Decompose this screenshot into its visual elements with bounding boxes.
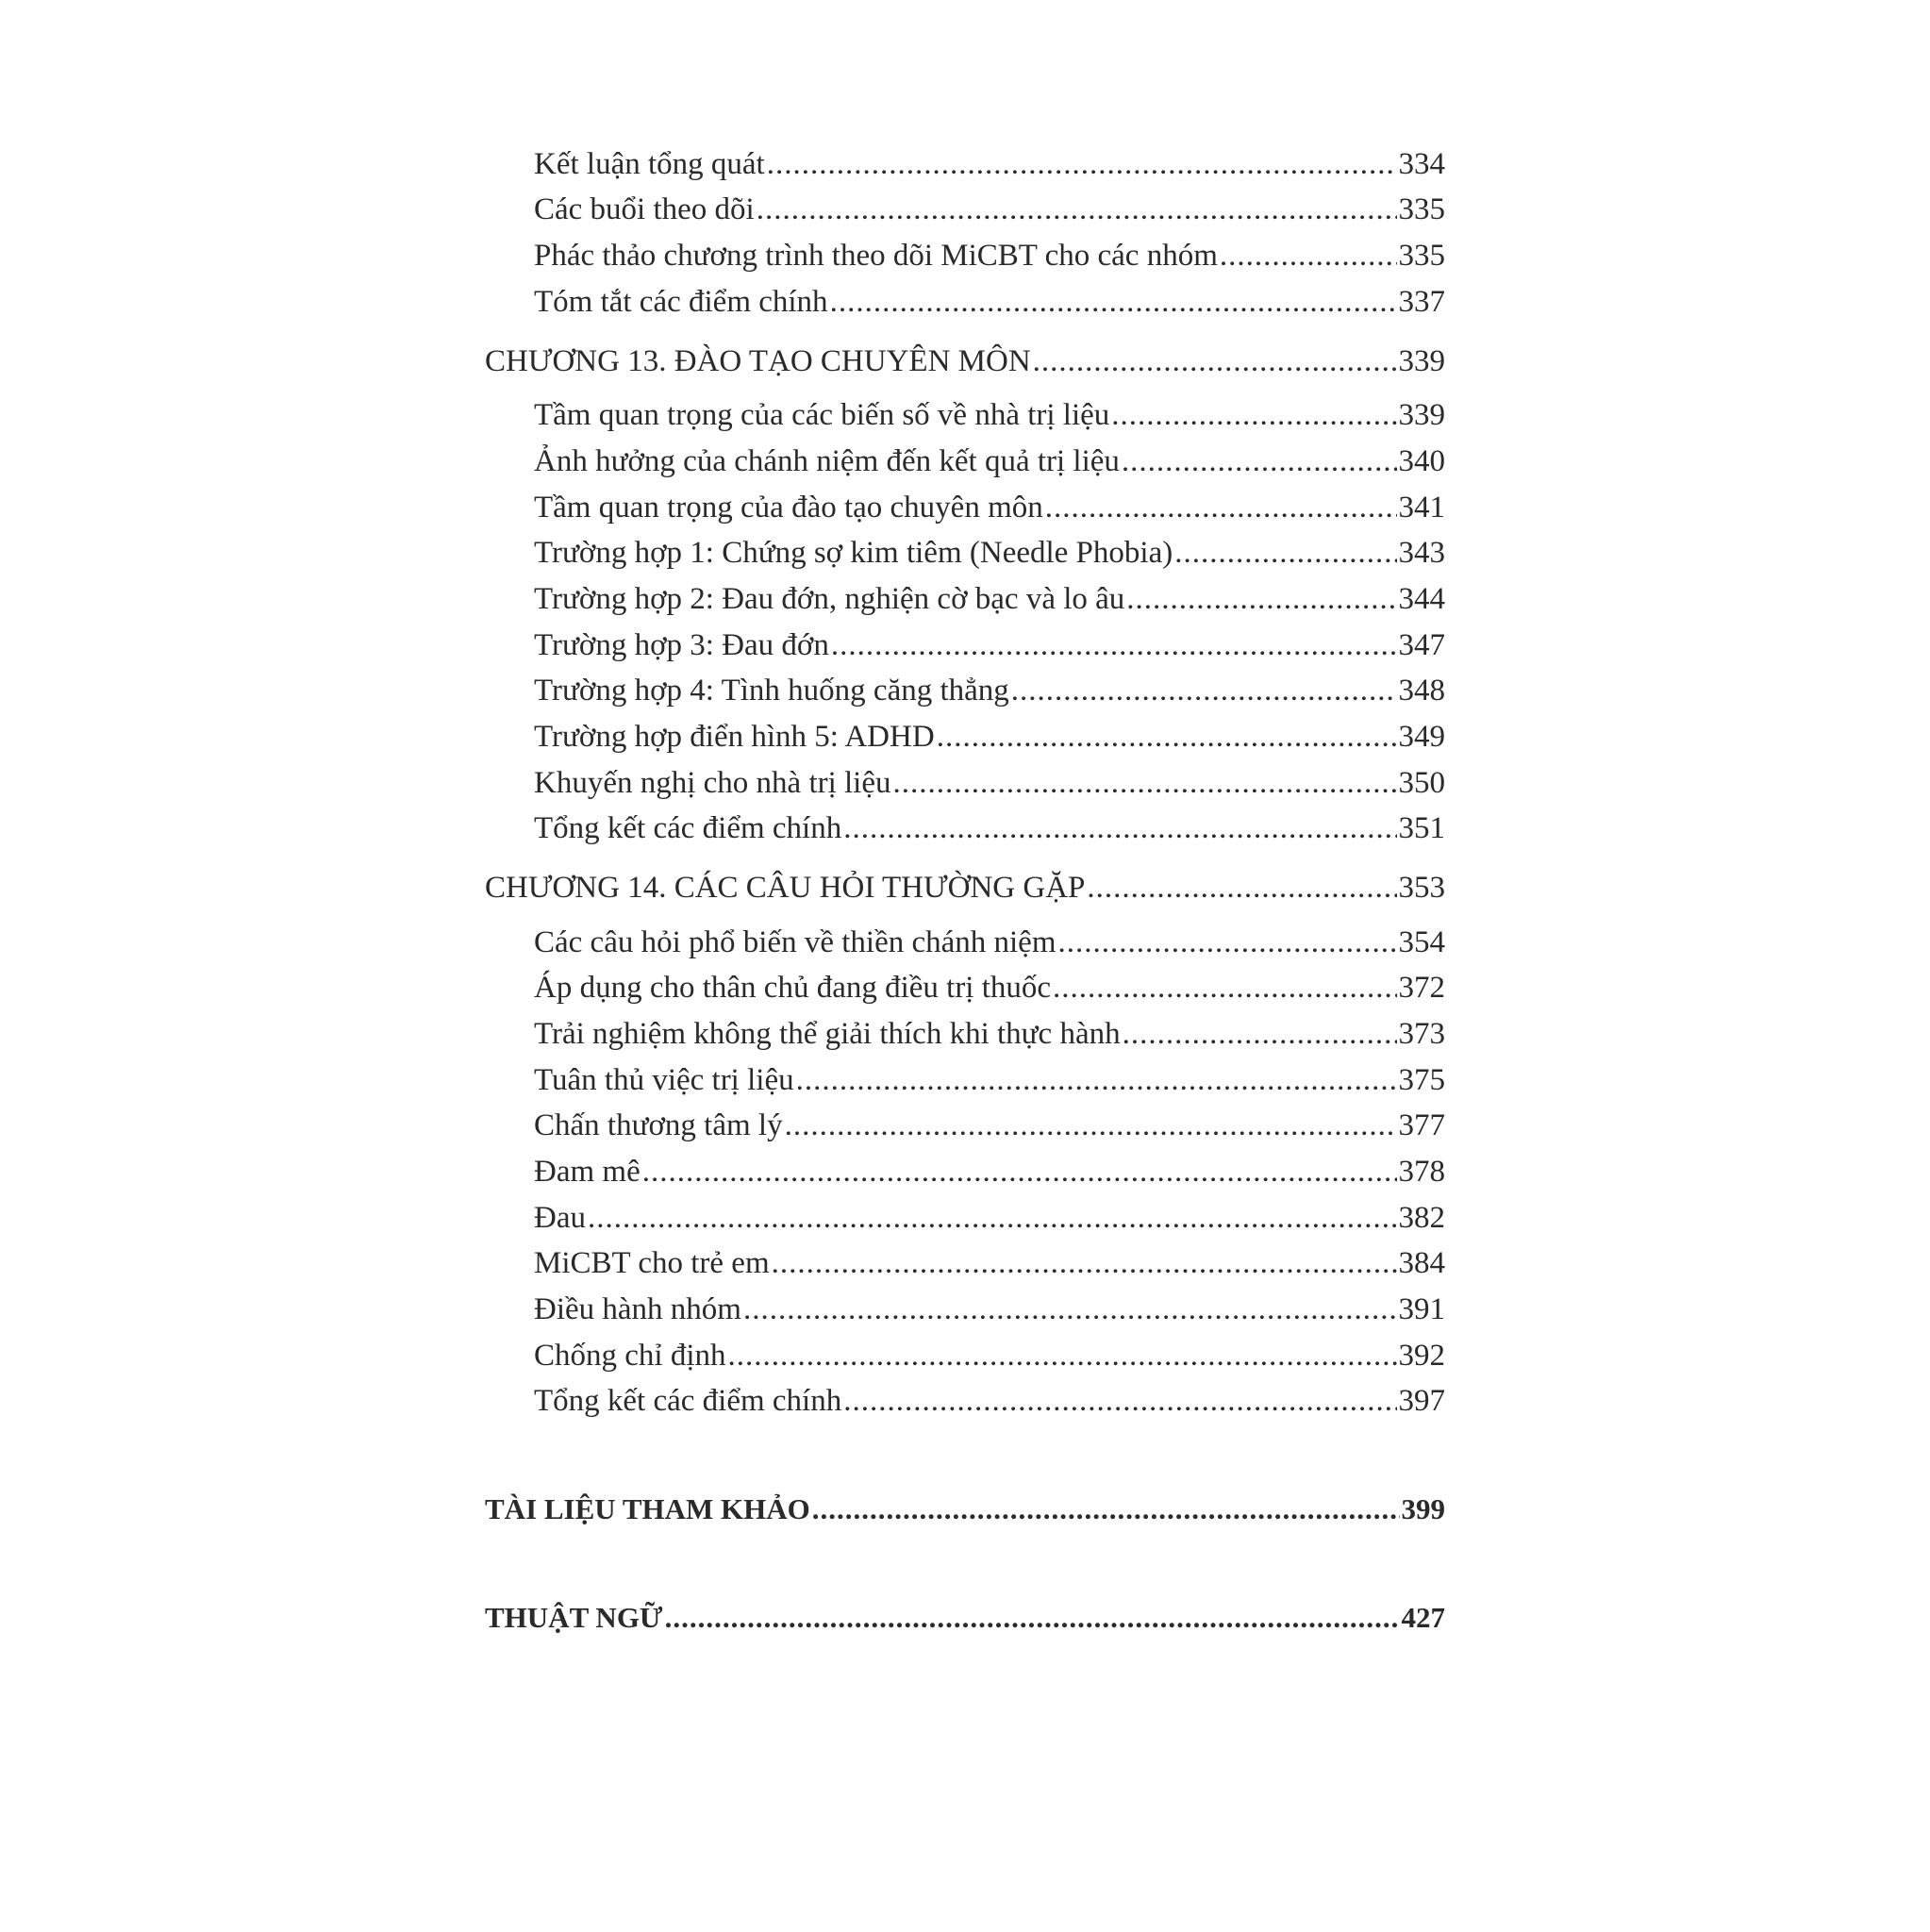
toc-section-entry [485,1597,1445,1639]
toc-entry [534,532,1445,574]
toc-chapter-entry [485,867,1445,908]
toc-entry-title: Áp dụng cho thân chủ đang điều trị thuốc [534,971,1052,1005]
toc-entry [534,1105,1445,1146]
toc-entry [534,189,1445,230]
toc-entry [534,281,1445,323]
toc-entry-page: 399 [1401,1492,1445,1525]
toc-entry [534,394,1445,436]
toc-entry-title: Tổng kết các điểm chính [534,811,842,845]
toc-entry-page: 339 [1398,344,1445,378]
toc-entry-page: 391 [1398,1292,1445,1326]
toc-entry-title: Tuân thủ việc trị liệu [534,1063,794,1097]
toc-entry-title: Ảnh hưởng của chánh niệm đến kết quả trị liệu [534,444,1120,478]
toc-entry [534,235,1445,276]
toc-entry-page: 377 [1398,1108,1445,1142]
toc-entry-page: 351 [1398,811,1445,845]
toc-entry-page: 337 [1398,285,1445,319]
dot-leader [1053,967,1396,1008]
toc-entry [534,716,1445,758]
toc-entry-page: 339 [1398,398,1445,432]
dot-leader [831,625,1397,666]
toc-entry-page: 344 [1398,582,1445,616]
toc-entry [534,143,1445,185]
toc-entry [534,1059,1445,1101]
dot-leader [1111,394,1396,436]
toc-entry [534,808,1445,849]
toc-entry-title: MiCBT cho trẻ em [534,1246,770,1280]
toc-entry-title: Chống chỉ định [534,1339,726,1373]
dot-leader [1087,867,1396,908]
toc-entry-title: Đam mê [534,1155,641,1189]
dot-leader [1220,235,1397,276]
toc-entry-page: 348 [1398,674,1445,708]
toc-entry-page: 341 [1398,491,1445,525]
toc-entry-title: Phác thảo chương trình theo dõi MiCBT cho các nhóm [534,239,1218,273]
toc-entry-page: 335 [1398,239,1445,273]
toc-section-entry [485,1489,1445,1530]
toc-entry [534,1289,1445,1330]
toc-entry-page: 397 [1398,1384,1445,1418]
toc-entry [534,1335,1445,1376]
dot-leader [665,1597,1400,1639]
dot-leader [767,143,1397,185]
toc-entry-page: 378 [1398,1155,1445,1189]
toc-entry-page: 343 [1398,536,1445,570]
toc-entry [534,1013,1445,1055]
toc-entry [534,441,1445,482]
toc-entry-page: 392 [1398,1339,1445,1373]
dot-leader [642,1151,1397,1192]
toc-entry-page: 373 [1398,1017,1445,1051]
toc-chapter-title: CHƯƠNG 13. ĐÀO TẠO CHUYÊN MÔN [485,344,1031,378]
dot-leader [1033,341,1397,382]
toc-entry-title: Tầm quan trọng của các biến số về nhà trị liệu [534,398,1110,432]
dot-leader [772,1242,1397,1284]
toc-section-title: THUẬT NGỮ [485,1601,663,1634]
toc-entry [534,922,1445,963]
dot-leader [743,1289,1397,1330]
toc-entry-title: Trường hợp 4: Tình huống căng thẳng [534,674,1009,708]
toc-entry-page: 372 [1398,971,1445,1005]
toc-entry-title: Các buổi theo dõi [534,192,755,226]
dot-leader [1123,1013,1397,1055]
toc-entry-title: Chấn thương tâm lý [534,1108,783,1142]
toc-chapter-entry [485,341,1445,382]
toc-entry [534,762,1445,804]
toc-entry [534,1151,1445,1192]
dot-leader [843,1380,1396,1422]
toc-entry-title: Tóm tắt các điểm chính [534,285,828,319]
toc-entry-page: 382 [1398,1201,1445,1235]
toc-entry-title: Trường hợp 1: Chứng sợ kim tiêm (Needle Phobia) [534,536,1173,570]
dot-leader [893,762,1397,804]
toc-entry-page: 347 [1398,628,1445,662]
toc-entry-page: 335 [1398,192,1445,226]
toc-entry-title: Khuyến nghị cho nhà trị liệu [534,766,891,800]
toc-section-title: TÀI LIỆU THAM KHẢO [485,1492,810,1525]
dot-leader [1126,578,1396,620]
toc-entry-page: 354 [1398,925,1445,959]
toc-entry-page: 340 [1398,444,1445,478]
toc-entry-page: 334 [1398,147,1445,181]
toc-entry-title: Trường hợp điển hình 5: ADHD [534,720,935,754]
toc-entry-page: 350 [1398,766,1445,800]
toc-entry-title: Tổng kết các điểm chính [534,1384,842,1418]
toc-entry [534,578,1445,620]
dot-leader [588,1197,1397,1239]
dot-leader [1122,441,1397,482]
toc-entry [534,487,1445,528]
toc-entry-title: Trường hợp 3: Đau đớn [534,628,829,662]
dot-leader [1058,922,1397,963]
toc-entry-title: Trường hợp 2: Đau đớn, nghiện cờ bạc và lo âu [534,582,1125,616]
dot-leader [812,1489,1400,1530]
dot-leader [757,189,1397,230]
toc-entry [534,625,1445,666]
dot-leader [1011,670,1397,711]
toc-entry [534,1197,1445,1239]
toc-entry [534,1242,1445,1284]
dot-leader [830,281,1397,323]
dot-leader [796,1059,1397,1101]
dot-leader [843,808,1396,849]
toc-chapter-title: CHƯƠNG 14. CÁC CÂU HỎI THƯỜNG GẶP [485,871,1086,905]
toc-entry-title: Tầm quan trọng của đào tạo chuyên môn [534,491,1043,525]
toc-entry-page: 375 [1398,1063,1445,1097]
toc-entry [534,670,1445,711]
toc-entry-page: 349 [1398,720,1445,754]
toc-entry [534,967,1445,1008]
toc-entry-title: Kết luận tổng quát [534,147,765,181]
toc-entry-title: Trải nghiệm không thể giải thích khi thực hành [534,1017,1121,1051]
dot-leader [1174,532,1396,574]
toc-entry-title: Đau [534,1201,586,1235]
dot-leader [785,1105,1397,1146]
toc-entry-title: Điều hành nhóm [534,1292,741,1326]
dot-leader [937,716,1397,758]
toc-entry-page: 353 [1398,871,1445,905]
dot-leader [1045,487,1397,528]
toc-entry-page: 384 [1398,1246,1445,1280]
toc-entry [534,1380,1445,1422]
toc-entry-title: Các câu hỏi phổ biến về thiền chánh niệm [534,925,1057,959]
dot-leader [728,1335,1397,1376]
toc-entry-page: 427 [1401,1601,1445,1634]
